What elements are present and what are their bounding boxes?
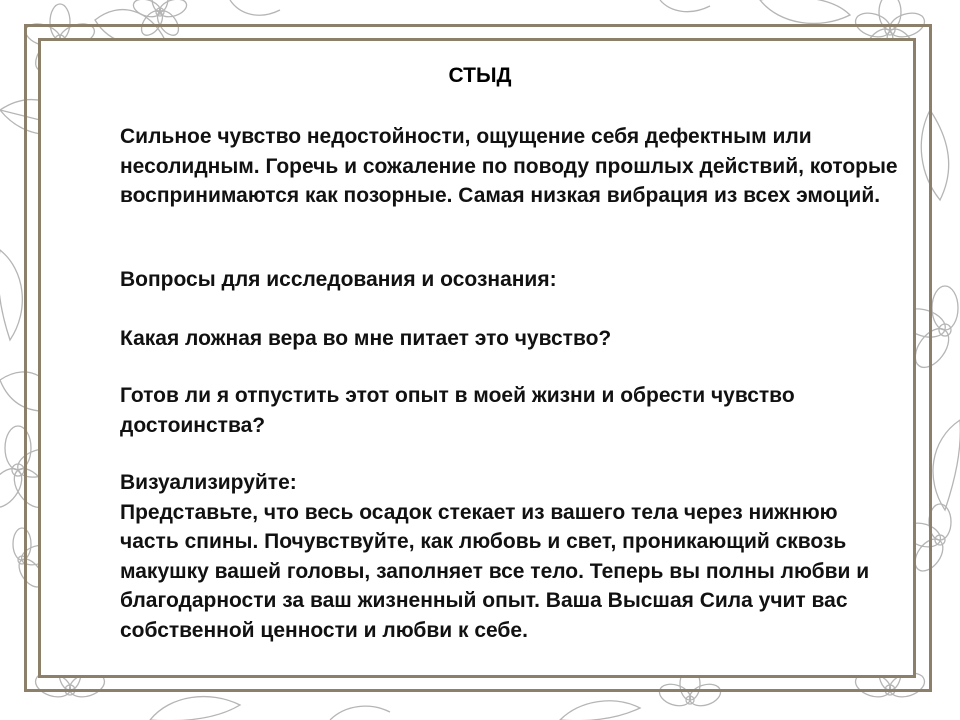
visualize-colon: : bbox=[289, 471, 297, 494]
leaf-icon bbox=[150, 697, 240, 720]
description-paragraph: Сильное чувство недостойности, ощущение себя дефектным или несолидным. Горечь и сожаление по поводу прошлых действий, которые воспринимаются как позорные. Самая низкая вибрация из всех эмоций. bbox=[120, 125, 898, 207]
questions-colon: : bbox=[549, 268, 557, 291]
questions-heading-line bbox=[120, 265, 900, 295]
leaf-icon bbox=[760, 0, 850, 23]
visualize-heading: Визуализируйте bbox=[120, 471, 290, 494]
questions-heading: Вопросы для исследования и осознания bbox=[120, 268, 550, 291]
leaf-icon bbox=[560, 701, 640, 720]
visualize-block bbox=[120, 468, 900, 645]
question-2: Готов ли я отпустить этот опыт в моей жизни и обрести чувство достоинства? bbox=[120, 384, 795, 437]
visualize-heading-line bbox=[120, 468, 900, 498]
leaf-icon bbox=[0, 250, 22, 340]
visualize-text: Представьте, что весь осадок стекает из вашего тела через нижнюю часть спины. Почувствуйте, как любовь и свет, проникающий сквозь макушку вашей головы, заполняет все тело. Теперь вы полны любви и благодарности за ваш жизненный опыт. Ваша Высшая Сила учит вас собственной ценности и любви к себе. bbox=[120, 500, 870, 642]
leaf-icon bbox=[933, 420, 960, 510]
question-1: Какая ложная вера во мне питает это чувство? bbox=[120, 327, 612, 350]
slide-title: СТЫД bbox=[448, 64, 512, 87]
